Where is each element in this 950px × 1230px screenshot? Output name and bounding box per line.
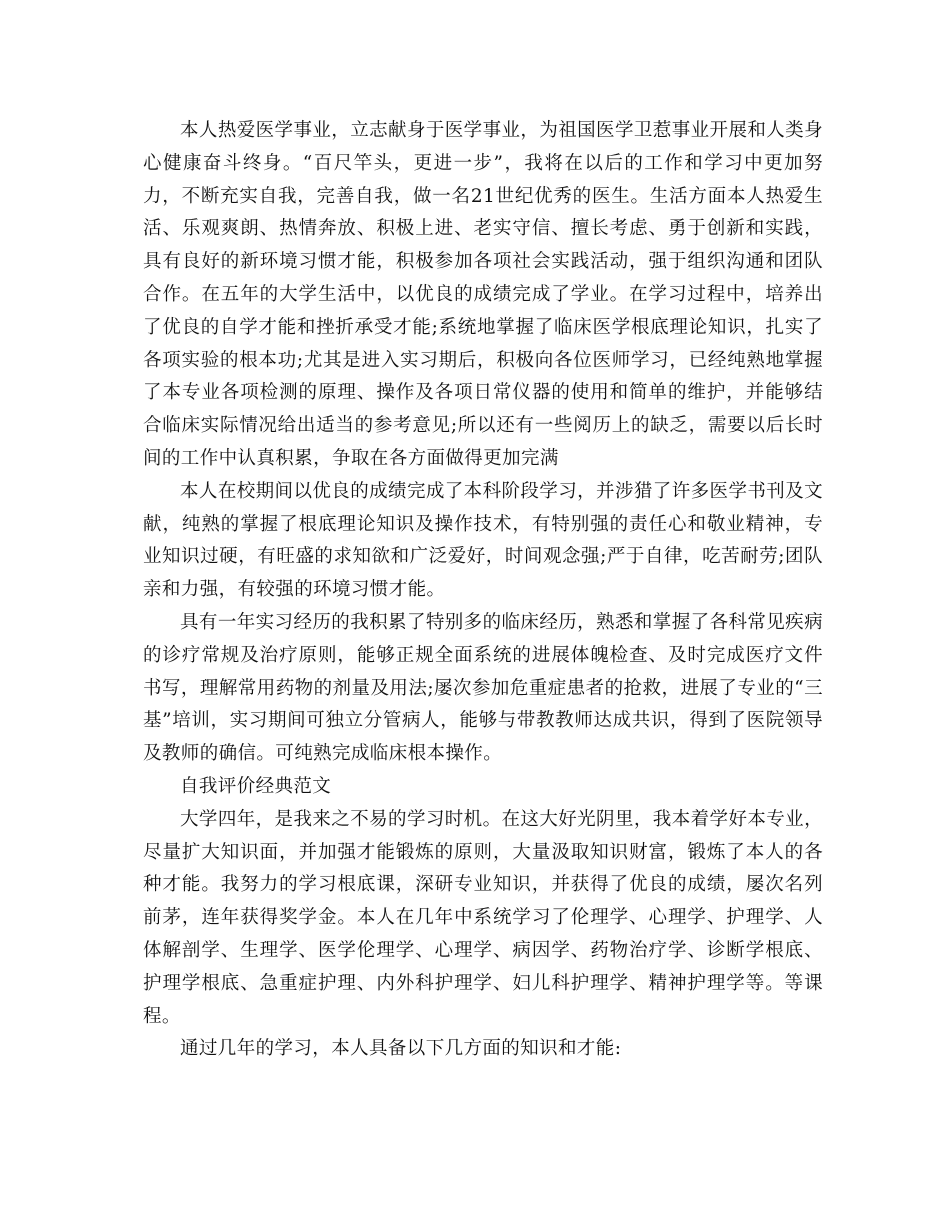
- document-body: [143, 115, 823, 1066]
- paragraph-4: 大学四年，是我来之不易的学习时机。在这大好光阴里，我本着学好本专业，尽量扩大知识面，并加强才能锻炼的原则，大量汲取知识财富，锻炼了本人的各种才能。我努力的学习根底课，深研专业知识，并获得了优良的成绩，屡次名列前茅，连年获得奖学金。本人在几年中系统学习了伦理学、心理学、护理学、人体解剖学、生理学、医学伦理学、心理学、病因学、药物治疗学、诊断学根底、护理学根底、急重症护理、内外科护理学、妇儿科护理学、精神护理学等。等课程。: [143, 808, 823, 1027]
- section-heading: 自我评价经典范文: [180, 775, 332, 797]
- paragraph-5: 通过几年的学习，本人具备以下几方面的知识和才能:: [180, 1038, 622, 1060]
- paragraph-3: 具有一年实习经历的我积累了特别多的临床经历，熟悉和掌握了各科常见疾病的诊疗常规及治疗原则，能够正规全面系统的进展体魄检查、及时完成医疗文件书写，理解常用药物的剂量及用法;屡次参加危重症患者的抢救，进展了专业的“三基”培训，实习期间可独立分管病人，能够与带教教师达成共识，得到了医院领导及教师的确信。可纯熟完成临床根本操作。: [143, 611, 823, 765]
- paragraph-1: 本人热爱医学事业，立志献身于医学事业，为祖国医学卫惹事业开展和人类身心健康奋斗终身。“百尺竿头，更进一步”，我将在以后的工作和学习中更加努力，不断充实自我，完善自我，做一名21世纪优秀的医生。生活方面本人热爱生活、乐观爽朗、热情奔放、积极上进、老实守信、擅长考虑、勇于创新和实践，具有良好的新环境习惯才能，积极参加各项社会实践活动，强于组织沟通和团队合作。在五年的大学生活中，以优良的成绩完成了学业。在学习过程中，培养出了优良的自学才能和挫折承受才能;系统地掌握了临床医学根底理论知识，扎实了各项实验的根本功;尤其是进入实习期后，积极向各位医师学习，已经纯熟地掌握了本专业各项检测的原理、操作及各项日常仪器的使用和简单的维护，并能够结合临床实际情况给出适当的参考意见;所以还有一些阅历上的缺乏，需要以后长时间的工作中认真积累，争取在各方面做得更加完满: [143, 120, 823, 469]
- paragraph-2: 本人在校期间以优良的成绩完成了本科阶段学习，并涉猎了许多医学书刊及文献，纯熟的掌握了根底理论知识及操作技术，有特别强的责任心和敬业精神，专业知识过硬，有旺盛的求知欲和广泛爱好，时间观念强;严于自律，吃苦耐劳;团队亲和力强，有较强的环境习惯才能。: [143, 480, 823, 601]
